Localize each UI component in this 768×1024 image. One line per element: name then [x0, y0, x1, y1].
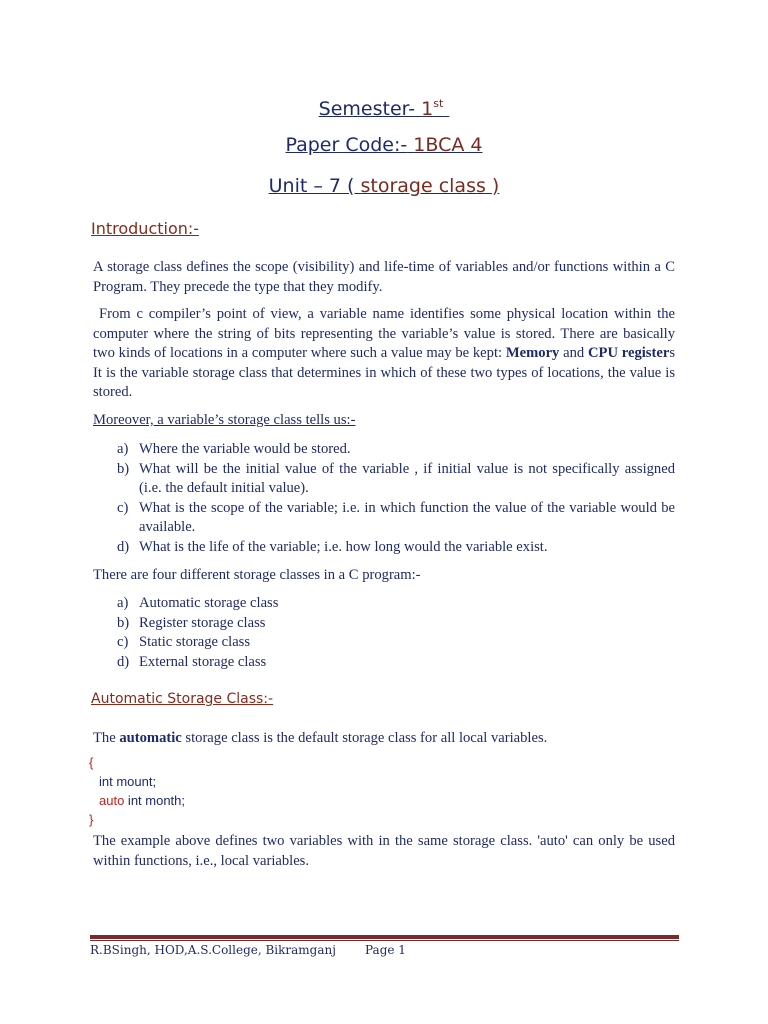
automatic-explanation: The example above defines two variables with in the same storage class. 'auto' can only be used within functions, i.e., local variables. — [93, 833, 675, 869]
paper-code-heading: Paper Code:- 1BCA 4 — [285, 134, 483, 156]
code-close-brace: } — [89, 812, 94, 827]
intro-paragraph-1: A storage class defines the scope (visibility) and life-time of variables and/or functions within a C Program. They precede the type that they modify. — [93, 259, 675, 295]
storage-classes-list — [117, 594, 675, 672]
intro-paragraph-2: From c compiler’s point of view, a variable name identifies some physical location within the computer where the string of bits representing the variable’s value is stored. There are basically two kinds of locations in a computer where such a value may be kept: Memory and CPU registers It is the variable storage class that determines in which of these two types of locations, the value is stored. — [93, 306, 675, 400]
automatic-storage-class-title: Automatic Storage Class:- — [91, 691, 274, 707]
list-item: a) Where the variable would be stored. — [117, 441, 351, 457]
code-open-brace: { — [89, 755, 94, 770]
list-item: a) Automatic storage class — [117, 595, 279, 611]
classes-heading: There are four different storage classes in a C program:- — [93, 567, 421, 583]
list-item: b) Register storage class — [117, 614, 266, 631]
footer-rule — [90, 935, 679, 939]
tells-us-heading: Moreover, a variable’s storage class tells us:- — [93, 412, 356, 428]
code-line-2: auto int month; — [99, 793, 186, 808]
list-item: c) Static storage class — [117, 634, 251, 650]
introduction-title: Introduction:- — [91, 219, 200, 238]
automatic-description: The automatic storage class is the default storage class for all local variables. — [93, 730, 548, 746]
footer-page-number: Page 1 — [365, 943, 406, 957]
code-example — [89, 753, 185, 829]
list-item: d) External storage class — [117, 653, 267, 670]
list-item: c) What is the scope of the variable; i.e. in which function the value of the variable would be available. — [117, 499, 675, 535]
tells-us-list — [117, 440, 675, 557]
semester-heading: Semester- 1st — [318, 97, 444, 120]
footer-author: R.BSingh, HOD,A.S.College, Bikramganj — [90, 943, 336, 957]
code-line-1: int mount; — [99, 774, 157, 789]
list-item: d) What is the life of the variable; i.e. how long would the variable exist. — [117, 538, 548, 555]
list-item: b) What will be the initial value of the variable , if initial value is not specifically assigned (i.e. the default initial value). — [117, 460, 675, 496]
unit-heading: Unit – 7 ( storage class ) — [268, 175, 500, 197]
